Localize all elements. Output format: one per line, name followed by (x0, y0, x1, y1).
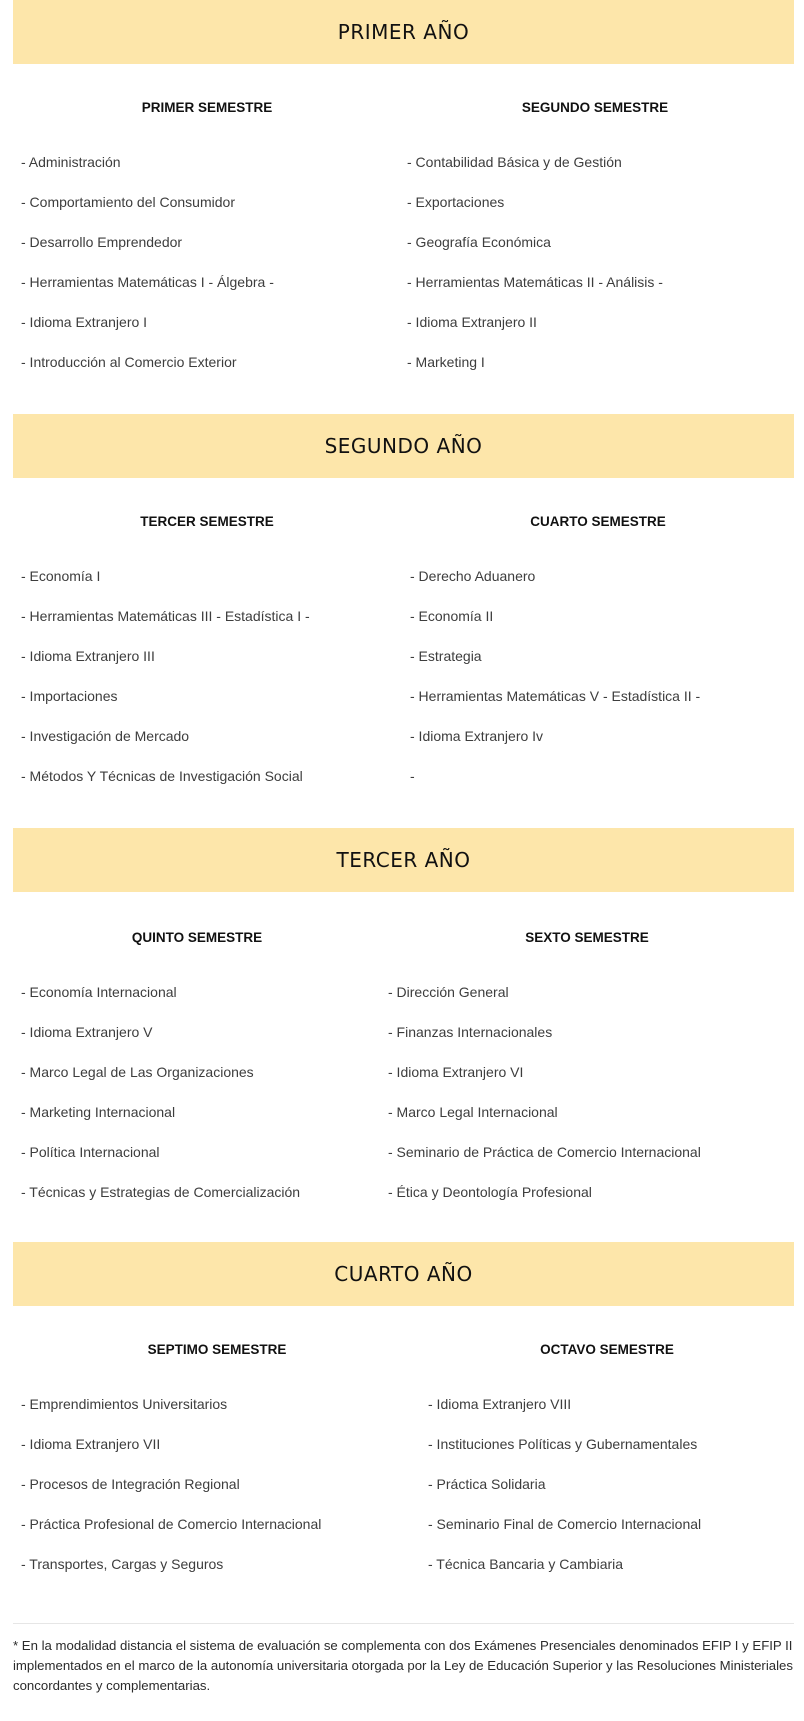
year-title: SEGUNDO AÑO (324, 434, 483, 458)
year-banner (13, 0, 794, 64)
subject-item: - Técnica Bancaria y Cambiaria (428, 1556, 624, 1572)
subject-item: - Dirección General (388, 984, 509, 1000)
subject-item: - Marketing I (407, 354, 485, 370)
year-title: TERCER AÑO (336, 848, 471, 872)
subject-item: - (410, 768, 415, 784)
subject-item: - Práctica Solidaria (428, 1476, 546, 1492)
subject-item: - Marco Legal Internacional (388, 1104, 558, 1120)
subject-item: - Contabilidad Básica y de Gestión (407, 154, 622, 170)
subject-item: - Geografía Económica (407, 234, 551, 250)
subject-item: - Idioma Extranjero III (21, 648, 155, 664)
semester-title: OCTAVO SEMESTRE (540, 1342, 674, 1357)
study-plan (13, 0, 794, 1572)
subject-item: - Ética y Deontología Profesional (388, 1184, 592, 1200)
subject-item: - Idioma Extranjero I (21, 314, 148, 330)
subject-item: - Instituciones Políticas y Gubernamentales (428, 1436, 698, 1452)
subject-item: - Marco Legal de Las Organizaciones (21, 1064, 254, 1080)
evaluation-footnote: * En la modalidad distancia el sistema de evaluación se complementa con dos Exámenes Presenciales denominados EFIP I y EFIP II implementados en el marco de la autonomía universitaria otorgada por la Ley de Educación Superior y las Resoluciones Ministeriales concordantes y complementarias. (13, 1638, 793, 1693)
subject-item: - Métodos Y Técnicas de Investigación Social (21, 768, 303, 784)
subject-item: - Investigación de Mercado (21, 728, 190, 744)
subject-item: - Emprendimientos Universitarios (21, 1396, 228, 1412)
subject-item: - Economía II (410, 608, 494, 624)
subject-item: - Introducción al Comercio Exterior (21, 354, 237, 370)
subject-item: - Derecho Aduanero (410, 568, 536, 584)
subject-item: - Idioma Extranjero VII (21, 1436, 161, 1452)
subject-item: - Seminario Final de Comercio Internacional (428, 1516, 702, 1532)
year-banner (13, 828, 794, 892)
year-banner (13, 1242, 794, 1306)
subject-item: - Marketing Internacional (21, 1104, 176, 1120)
year-section-1 (13, 0, 794, 414)
subject-item: - Procesos de Integración Regional (21, 1476, 240, 1492)
year-banner (13, 414, 794, 478)
subject-item: - Finanzas Internacionales (388, 1024, 553, 1040)
subject-item: - Comportamiento del Consumidor (21, 194, 235, 210)
subject-item: - Idioma Extranjero II (407, 314, 537, 330)
year-title: CUARTO AÑO (334, 1262, 473, 1286)
subject-item: - Importaciones (21, 688, 118, 704)
divider (13, 1623, 794, 1624)
subject-item: - Administración (21, 154, 121, 170)
subject-item: - Política Internacional (21, 1144, 160, 1160)
subject-item: - Herramientas Matemáticas I - Álgebra - (21, 274, 274, 290)
semester-title: PRIMER SEMESTRE (141, 100, 273, 115)
semester-title: CUARTO SEMESTRE (530, 514, 666, 529)
semester-title: SEGUNDO SEMESTRE (521, 100, 669, 115)
subject-item: - Herramientas Matemáticas III - Estadística I - (21, 608, 310, 624)
subject-item: - Herramientas Matemáticas V - Estadística II - (410, 688, 701, 704)
subject-item: - Estrategia (410, 648, 482, 664)
subject-item: - Técnicas y Estrategias de Comercialización (21, 1184, 301, 1200)
subject-item: - Idioma Extranjero VI (388, 1064, 524, 1080)
year-title: PRIMER AÑO (337, 20, 470, 44)
semester-title: TERCER SEMESTRE (140, 514, 274, 529)
subject-item: - Exportaciones (407, 194, 505, 210)
subject-item: - Transportes, Cargas y Seguros (21, 1556, 224, 1572)
subject-item: - Idioma Extranjero V (21, 1024, 153, 1040)
subject-item: - Economía Internacional (21, 984, 177, 1000)
year-section-2 (13, 414, 794, 828)
subject-item: - Herramientas Matemáticas II - Análisis - (407, 274, 663, 290)
subject-item: - Idioma Extranjero Iv (410, 728, 544, 744)
subject-item: - Idioma Extranjero VIII (428, 1396, 572, 1412)
subject-item: - Práctica Profesional de Comercio Internacional (21, 1516, 322, 1532)
subject-item: - Seminario de Práctica de Comercio Internacional (388, 1144, 701, 1160)
semester-title: SEPTIMO SEMESTRE (147, 1342, 287, 1357)
year-section-3 (13, 828, 794, 1242)
semester-title: QUINTO SEMESTRE (131, 930, 263, 945)
semester-title: SEXTO SEMESTRE (525, 930, 649, 945)
subject-item: - Economía I (21, 568, 101, 584)
subject-item: - Desarrollo Emprendedor (21, 234, 183, 250)
